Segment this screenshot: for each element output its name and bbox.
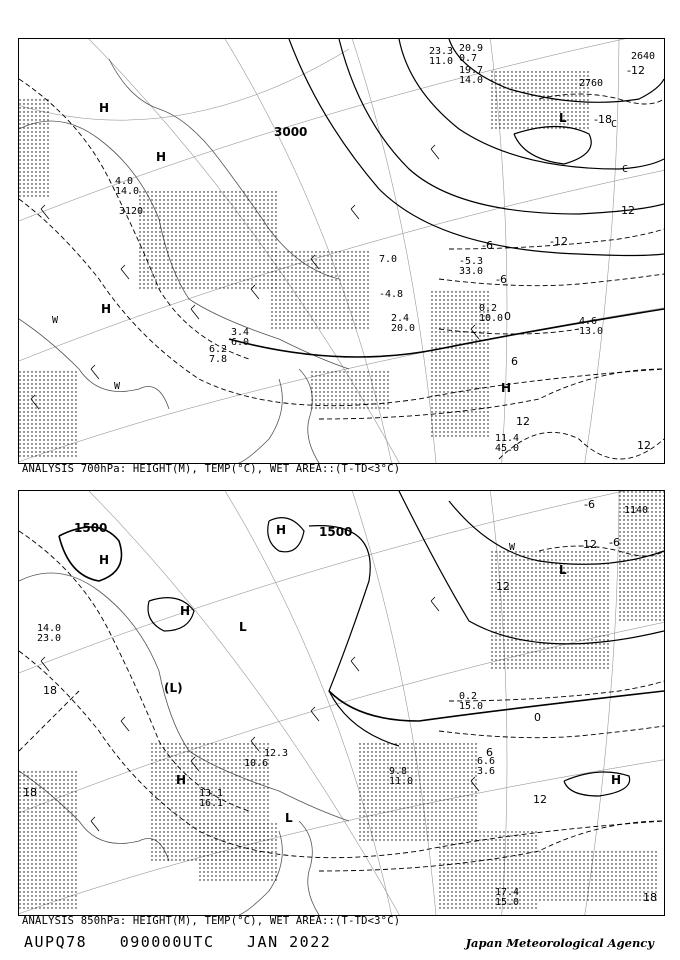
station-value: 19.7 bbox=[459, 65, 484, 76]
station-value: 7.0 bbox=[379, 254, 398, 265]
product-header bbox=[24, 933, 353, 951]
station-value: 15.0 bbox=[459, 701, 484, 712]
station-value: 10.0 bbox=[479, 313, 504, 324]
high-pressure-marker: H bbox=[99, 553, 110, 567]
temp-label: 18 bbox=[643, 891, 657, 904]
height-label-2760: 2760 bbox=[579, 78, 604, 89]
station-value: 0.2 bbox=[479, 303, 498, 314]
station-value: 11.4 bbox=[495, 433, 520, 444]
station-value: 10.6 bbox=[244, 758, 269, 769]
station-value: 20.0 bbox=[391, 323, 416, 334]
temp-label: 12 bbox=[496, 580, 510, 593]
station-value: 20.9 bbox=[459, 43, 484, 54]
station-value: 3.6 bbox=[477, 766, 496, 777]
product-code: AUPQ78 bbox=[24, 933, 88, 951]
station-value: 23.0 bbox=[37, 633, 62, 644]
station-value: 14.0 bbox=[115, 186, 140, 197]
temp-label: 6 bbox=[486, 746, 493, 759]
station-value: 3.4 bbox=[231, 327, 250, 338]
low-pressure-marker: L bbox=[559, 563, 567, 577]
high-pressure-marker: H bbox=[156, 150, 167, 164]
station-value: 12.3 bbox=[264, 748, 289, 759]
caption-700hpa: ANALYSIS 700hPa: HEIGHT(M), TEMP(°C), WET AREA::(T-TD<3°C) bbox=[22, 463, 401, 475]
chart-700hpa-map bbox=[19, 39, 664, 463]
analysis-date: JAN 2022 bbox=[247, 933, 332, 951]
caption-850hpa: ANALYSIS 850hPa: HEIGHT(M), TEMP(°C), WET AREA::(T-TD<3°C) bbox=[22, 915, 401, 927]
temp-label: -12 bbox=[627, 64, 645, 77]
station-value: 6.2 bbox=[209, 344, 228, 355]
station-value: 4.0 bbox=[115, 176, 134, 187]
analysis-time: 090000UTC bbox=[119, 933, 215, 951]
station-value: 7.8 bbox=[209, 354, 228, 365]
station-value: 15.0 bbox=[495, 897, 520, 908]
high-pressure-marker: H bbox=[611, 773, 622, 787]
temp-label: 12 bbox=[583, 538, 597, 551]
temp-label: 12 bbox=[516, 415, 530, 428]
high-pressure-marker: H bbox=[99, 101, 110, 115]
station-value: -5.3 bbox=[459, 256, 484, 267]
height-label-1140: 1140 bbox=[624, 505, 649, 516]
low-pressure-marker: L bbox=[285, 811, 293, 825]
temp-label: 12 bbox=[533, 793, 547, 806]
high-pressure-marker: H bbox=[176, 773, 187, 787]
chart-700hpa bbox=[18, 38, 665, 464]
station-value: 4.6 bbox=[579, 316, 598, 327]
cold-marker: C bbox=[611, 119, 618, 130]
station-value: 11.0 bbox=[429, 56, 454, 67]
height-label-1500: 1500 bbox=[319, 525, 353, 539]
station-value: 0.7 bbox=[459, 53, 478, 64]
low-pressure-marker: L bbox=[559, 111, 567, 125]
temp-label: 18 bbox=[43, 684, 57, 697]
height-label-2640: 2640 bbox=[631, 51, 656, 62]
station-value: 13.0 bbox=[579, 326, 604, 337]
warm-marker: W bbox=[52, 315, 59, 326]
station-value: 2.4 bbox=[391, 313, 410, 324]
chart-850hpa bbox=[18, 490, 665, 916]
station-value: 45.0 bbox=[495, 443, 520, 454]
warm-marker: W bbox=[509, 542, 516, 553]
station-value: 16.1 bbox=[199, 798, 224, 809]
high-pressure-marker: H bbox=[276, 523, 287, 537]
high-pressure-marker: H bbox=[501, 381, 512, 395]
station-value: 23.3 bbox=[429, 46, 454, 57]
station-value: 13.1 bbox=[199, 788, 224, 799]
station-value: -4.8 bbox=[379, 289, 404, 300]
temp-label: -18 bbox=[594, 113, 612, 126]
station-value: 11.0 bbox=[389, 776, 414, 787]
temp-label: 6 bbox=[511, 355, 518, 368]
station-value: 14.0 bbox=[37, 623, 62, 634]
temp-label: 12 bbox=[637, 439, 651, 452]
low-pressure-marker: (L) bbox=[164, 681, 183, 695]
temp-label: 0 bbox=[504, 310, 511, 323]
temp-label: 0 bbox=[534, 711, 541, 724]
station-value: 9.8 bbox=[389, 766, 408, 777]
station-value: 17.4 bbox=[495, 887, 520, 898]
height-label-1500: 1500 bbox=[74, 521, 108, 535]
temp-label: -12 bbox=[617, 204, 635, 217]
chart-850hpa-map bbox=[19, 491, 664, 915]
station-value: 6.0 bbox=[231, 337, 250, 348]
high-pressure-marker: H bbox=[180, 604, 191, 618]
warm-marker: W bbox=[114, 381, 121, 392]
temp-label: -6 bbox=[496, 273, 507, 286]
temp-label: -6 bbox=[609, 536, 620, 549]
low-pressure-marker: L bbox=[239, 620, 247, 634]
temp-label: -6 bbox=[482, 239, 493, 252]
station-value: 14.0 bbox=[459, 75, 484, 86]
station-value: 6.6 bbox=[477, 756, 496, 767]
station-value: 33.0 bbox=[459, 266, 484, 277]
height-label-3120: 3120 bbox=[119, 206, 144, 217]
agency-name: Japan Meteorological Agency bbox=[465, 936, 654, 950]
height-label-3000: 3000 bbox=[274, 125, 308, 139]
temp-label: 18 bbox=[23, 786, 37, 799]
temp-label: -12 bbox=[550, 235, 568, 248]
high-pressure-marker: H bbox=[101, 302, 112, 316]
cold-marker: C bbox=[622, 164, 629, 175]
temp-label: -6 bbox=[584, 498, 595, 511]
station-value: 0.2 bbox=[459, 691, 478, 702]
